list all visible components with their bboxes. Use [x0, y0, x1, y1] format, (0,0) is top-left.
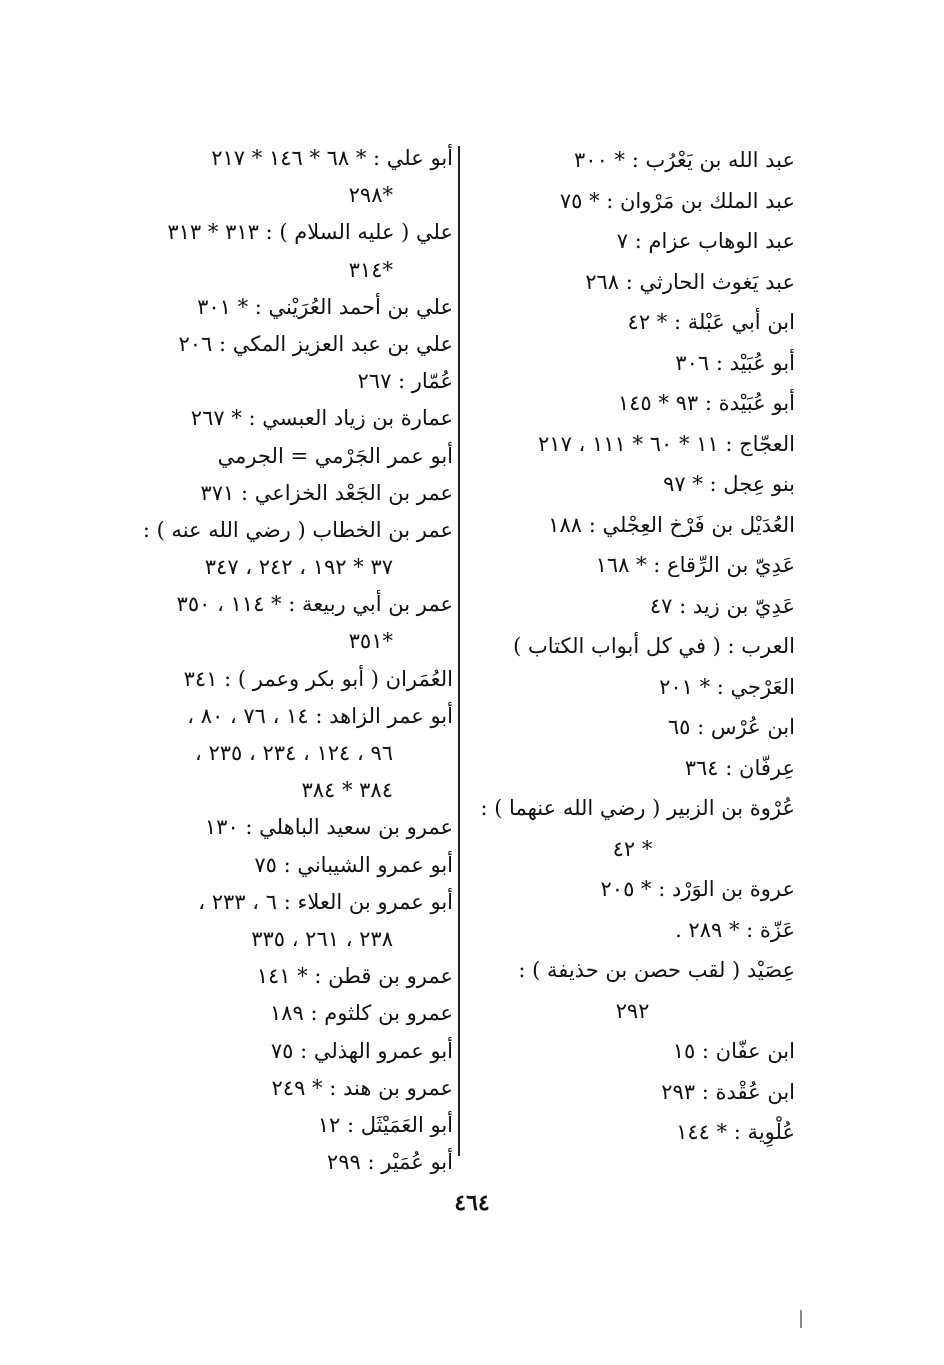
index-entry: العرب : ( في كل أبواب الكتاب ): [513, 634, 795, 658]
index-entry: عمرو بن قطن : * ١٤١: [256, 964, 453, 989]
index-entry-continuation: ٢٣٨ ، ٢٦١ ، ٣٣٥: [251, 926, 393, 951]
index-entry: عبد الملك بن مَرْوان : * ٧٥: [559, 188, 795, 213]
index-entry: أبو عمر الزاهد : ١٤ ، ٧٦ ، ٨٠ ،: [187, 703, 453, 728]
index-entry: أبو عمر الجَرْمي = الجرمي: [217, 443, 453, 468]
index-entry: العجّاج : ١١ * ٦٠ * ١١١ ، ٢١٧: [538, 431, 795, 456]
index-entry: أبو العَمَيْثَل : ١٢: [317, 1112, 453, 1137]
index-entry-continuation: ٢٩٢: [615, 998, 650, 1023]
index-entry: عبد الله بن يَعْرُب : * ٣٠٠: [574, 148, 795, 172]
index-entry: عمر بن الجَعْد الخزاعي : ٣٧١: [200, 480, 453, 505]
index-entry-continuation: * ٤٢: [612, 836, 653, 861]
index-entry: عمرو بن سعيد الباهلي : ١٣٠: [204, 815, 453, 840]
index-entry: أبو عمرو الشيباني : ٧٥: [254, 852, 453, 877]
index-entry: أبو عُبَيْد : ٣٠٦: [675, 350, 795, 375]
page-number: ٤٦٤: [454, 1190, 490, 1216]
index-entry-continuation: ٣٧ * ١٩٢ ، ٢٤٢ ، ٣٤٧: [204, 555, 393, 580]
index-entry: عمارة بن زياد العبسي : * ٢٦٧: [190, 406, 453, 431]
column-divider: [458, 146, 460, 1156]
index-entry: عُرْوة بن الزبير ( رضي الله عنهما ) :: [480, 796, 795, 820]
index-entry: علي بن أحمد العُرَيْني : * ٣٠١: [197, 294, 453, 319]
index-entry: عبد الوهاب عزام : ٧: [616, 229, 795, 253]
scan-mark: [800, 1310, 802, 1328]
index-column-left: [118, 140, 453, 1181]
index-entry: عُلْوِية : * ١٤٤: [676, 1120, 795, 1144]
index-entry: عِصَيْد ( لقب حصن بن حذيفة ) :: [518, 958, 795, 982]
index-entry: عمرو بن هند : * ٢٤٩: [271, 1075, 453, 1100]
index-entry: أبو عُبَيْدة : ٩٣ * ١٤٥: [617, 391, 795, 415]
index-entry: العُدَيْل بن فَرْخ العِجْلي : ١٨٨: [548, 512, 795, 537]
index-entry: أبو عمرو الهذلي : ٧٥: [270, 1038, 453, 1063]
index-entry: عَزّة : * ٢٨٩ .: [675, 917, 795, 942]
index-entry: أبو عمرو بن العلاء : ٦ ، ٢٣٣ ،: [198, 889, 453, 914]
index-entry: عمر بن الخطاب ( رضي الله عنه ) :: [142, 517, 453, 542]
index-entry: عِرفّان : ٣٦٤: [684, 755, 795, 780]
index-entry: العُمَران ( أبو بكر وعمر ) : ٣٤١: [183, 666, 453, 691]
index-entry-continuation: ٩٦ ، ١٢٤ ، ٢٣٤ ، ٢٣٥ ،: [195, 741, 393, 765]
index-entry: عَدِيّ بن الرِّقاع : * ١٦٨: [595, 553, 795, 577]
index-entry-continuation: *٢٩٨: [348, 183, 393, 208]
index-entry-continuation: *٣٥١: [348, 629, 393, 654]
index-entry: عَدِيّ بن زيد : ٤٧: [649, 593, 795, 618]
index-entry: علي ( عليه السلام ) : ٣١٣ * ٣١٣: [167, 220, 453, 245]
index-entry: أبو عُمَيْر : ٢٩٩: [326, 1150, 453, 1175]
index-entry: ابن عُقْدة : ٢٩٣: [661, 1079, 795, 1104]
index-entry: علي بن عبد العزيز المكي : ٢٠٦: [178, 331, 453, 356]
index-entry: العَرْجي : * ٢٠١: [659, 674, 795, 699]
index-entry: عُمّار : ٢٦٧: [357, 369, 453, 394]
index-entry: عمر بن أبي ربيعة : * ١١٤ ، ٣٥٠: [176, 592, 453, 617]
index-entry-continuation: *٣١٤: [348, 257, 393, 282]
index-entry: عبد يَغوث الحارثي : ٢٦٨: [585, 269, 795, 294]
index-column-right: [470, 140, 795, 1153]
index-entry: عمرو بن كلثوم : ١٨٩: [270, 1001, 453, 1026]
index-entry: أبو علي : * ٦٨ * ١٤٦ * ٢١٧: [211, 146, 453, 170]
index-entry: ابن عُرْس : ٦٥: [667, 715, 795, 739]
index-entry: عروة بن الوَرْد : * ٢٠٥: [600, 877, 795, 901]
index-entry-continuation: ٣٨٤ * ٣٨٤: [301, 778, 393, 803]
index-entry: ابن أبي عَبْلة : * ٤٢: [627, 310, 795, 334]
index-entry: بنو عِجل : * ٩٧: [663, 472, 795, 496]
index-entry: ابن عفّان : ١٥: [672, 1039, 795, 1063]
